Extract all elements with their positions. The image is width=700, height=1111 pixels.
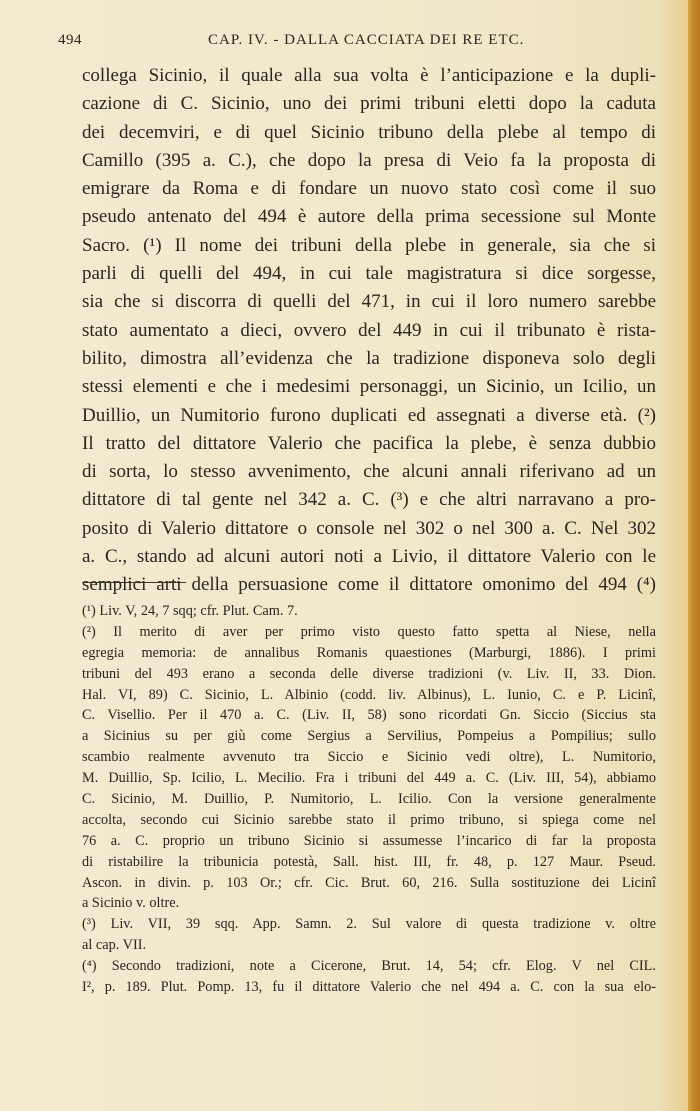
text-line: bilito, dimostra all’evidenza che la tradizione disponeva solo degli [82, 347, 656, 369]
text-line: collega Sicinio, il quale alla sua volta è l’anticipazione e la dupli- [82, 65, 656, 86]
footnote-line: accolta, secondo cui Sicinio sarebbe stato il primo tribuno, si spiega come nel [82, 811, 656, 828]
text-line: dei decemviri, e di quel Sicinio tribuno della plebe al tempo di [82, 121, 656, 143]
text-line: stato aumentato a dieci, ovvero del 449 in cui il tribunato è rista- [82, 319, 656, 341]
text-line: sia che si discorra di quelli del 471, in cui il loro numero sarebbe [82, 291, 656, 313]
page-edge [688, 0, 700, 1111]
footnote-line: egregia memoria: de annalibus Romanis quaestiones (Marburgi, 1886). I primi [82, 644, 656, 661]
footnote-line: C. Visellio. Per il 470 a. C. (Liv. II, 58) sono ricordati Gn. Siccio (Siccius sta [82, 707, 656, 724]
running-header [58, 32, 656, 52]
text-line: stessi elementi e che i medesimi personaggi, un Sicinio, un Icilio, un [82, 376, 656, 398]
text-line: di sorta, lo stesso avvenimento, che alcuni annali riferivano ad un [82, 461, 656, 483]
footnote-line: (²) Il merito di aver per primo visto questo fatto spetta al Niese, nella [82, 623, 656, 640]
text-line: dittatore di tal gente nel 342 a. C. (³) e che altri narravano a pro- [82, 489, 656, 511]
text-line: emigrare da Roma e di fondare un nuovo stato così come il suo [82, 178, 656, 200]
footnotes [82, 601, 656, 998]
text-line: Sacro. (¹) Il nome dei tribuni della plebe in generale, sia che si [82, 234, 656, 256]
text-line: cazione di C. Sicinio, uno dei primi tribuni eletti dopo la caduta [82, 93, 656, 115]
footnote-line: 76 a. C. proprio un tribuno Sicinio si assumesse l’incarico di far la proposta [82, 832, 656, 849]
footnote-line: C. Sicinio, M. Duillio, P. Numitorio, L. Icilio. Con la versione generalmente [82, 791, 656, 808]
running-title: CAP. IV. - DALLA CACCIATA DEI RE ETC. [208, 32, 525, 48]
footnote-line: di ristabilire la tribunicia potestà, Sall. hist. III, fr. 48, p. 127 Maur. Pseud. [82, 853, 656, 870]
text-line: Il tratto del dittatore Valerio che pacifica la plebe, è senza dubbio [82, 432, 656, 454]
text-line: Camillo (395 a. C.), che dopo la presa di Veio fa la proposta di [82, 149, 656, 171]
text-line: semplici arti della persuasione come il dittatore omonimo del 494 (⁴) [82, 574, 656, 596]
footnote-line: (⁴) Secondo tradizioni, note a Cicerone, Brut. 14, 54; cfr. Elog. V nel CIL. [82, 958, 656, 975]
page-number: 494 [58, 32, 82, 48]
footnote-line: a Sicinius su per giù come Sergius a Servilius, Pompeius a Pompilius; sullo [82, 728, 656, 745]
text-line: pseudo antenato del 494 è autore della prima secessione sul Monte [82, 206, 656, 228]
main-text [82, 62, 656, 600]
footnote-line: Hal. VI, 89) C. Sicinio, L. Albinio (codd. liv. Albinus), L. Iunio, C. e P. Licinî, [82, 686, 656, 703]
text-line: parli di quelli del 494, in cui tale magistratura si dice sorgesse, [82, 263, 656, 285]
footnote-line: (¹) Liv. V, 24, 7 sqq; cfr. Plut. Cam. 7. [82, 603, 298, 619]
footnote-line: tribuni del 493 erano a seconda delle diverse tradizioni (v. Liv. II, 33. Dion. [82, 665, 656, 682]
text-line: posito di Valerio dittatore o console nel 302 o nel 300 a. C. Nel 302 [82, 517, 656, 539]
footnote-line: Ascon. in divin. p. 103 Or.; cfr. Cic. Brut. 60, 216. Sulla sostituzione dei Licinî [82, 874, 656, 891]
footnote-line: (³) Liv. VII, 39 sqq. App. Samn. 2. Sul valore di questa tradizione v. oltre [82, 916, 656, 933]
footnote-separator [82, 582, 186, 583]
footnote-line: al cap. VII. [82, 937, 147, 954]
footnote-line: I², p. 189. Plut. Pomp. 13, fu il dittatore Valerio che nel 494 a. C. con la sua elo- [82, 979, 656, 996]
footnote-line: a Sicinio v. oltre. [82, 895, 180, 912]
text-line: a. C., stando ad alcuni autori noti a Livio, il dittatore Valerio con le [82, 546, 656, 568]
footnote-line: scambio realmente avvenuto tra Siccio e Sicinio vedi oltre), L. Numitorio, [82, 749, 656, 766]
footnote-line: M. Duillio, Sp. Icilio, L. Mecilio. Fra i tribuni del 449 a. C. (Liv. III, 54), abbiamo [82, 770, 656, 787]
text-line: Duillio, un Numitorio furono duplicati ed assegnati a diverse età. (²) [82, 404, 656, 426]
